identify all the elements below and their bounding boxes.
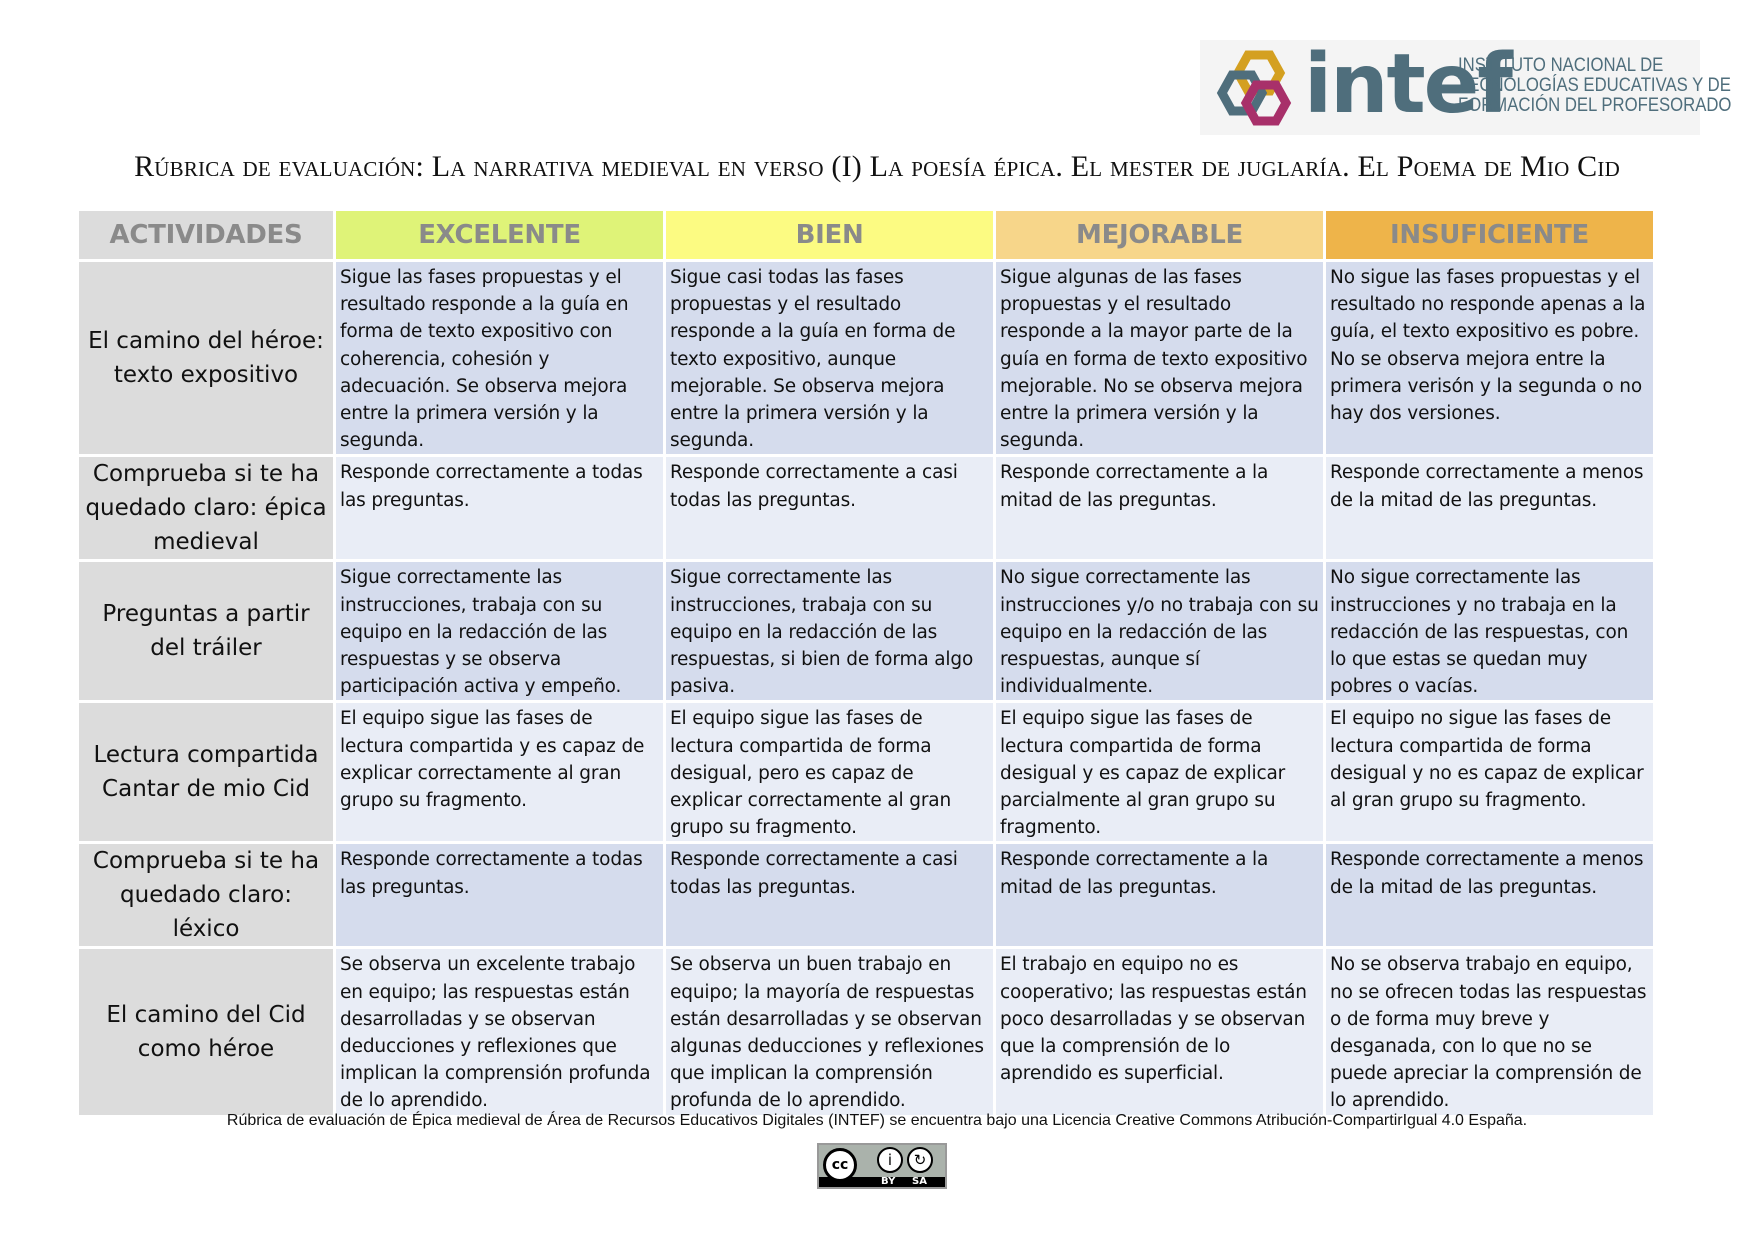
activity-cell: Lectura compartida Cantar de mio Cid: [78, 702, 335, 843]
mejorable-cell: Responde correctamente a la mitad de las preguntas.: [995, 843, 1325, 948]
activity-cell: El camino del Cid como héroe: [78, 948, 335, 1116]
institution-line: INSTITUTO NACIONAL DE: [1458, 55, 1664, 76]
header-mejorable: MEJORABLE: [995, 210, 1325, 261]
table-row: [78, 948, 1655, 1116]
bien-cell: Responde correctamente a casi todas las preguntas.: [665, 843, 995, 948]
insuficiente-cell: Responde correctamente a menos de la mitad de las preguntas.: [1325, 456, 1655, 561]
header-actividades: ACTIVIDADES: [78, 210, 335, 261]
bien-cell: Responde correctamente a casi todas las preguntas.: [665, 456, 995, 561]
sa-share-alike-icon: ↻: [907, 1147, 933, 1173]
mejorable-cell: Responde correctamente a la mitad de las preguntas.: [995, 456, 1325, 561]
bien-cell: El equipo sigue las fases de lectura compartida de forma desigual, pero es capaz de explicar correctamente al gran grupo su fragmento.: [665, 702, 995, 843]
mejorable-cell: Sigue algunas de las fases propuestas y el resultado responde a la mayor parte de la guía en forma de texto expositivo mejorable. No se observa mejora entre la primera versión y la segunda.: [995, 261, 1325, 456]
header-row: [78, 210, 1655, 261]
excelente-cell: Se observa un excelente trabajo en equipo; las respuestas están desarrolladas y se observan deducciones y reflexiones que implican la comprensión profunda de lo aprendido.: [335, 948, 665, 1116]
excelente-cell: El equipo sigue las fases de lectura compartida y es capaz de explicar correctamente al gran grupo su fragmento.: [335, 702, 665, 843]
cc-icon: cc: [823, 1148, 857, 1182]
by-attribution-icon: i: [877, 1147, 903, 1173]
table-row: [78, 843, 1655, 948]
activity-cell: El camino del héroe: texto expositivo: [78, 261, 335, 456]
activity-cell: Comprueba si te ha quedado claro: léxico: [78, 843, 335, 948]
insuficiente-cell: No se observa trabajo en equipo, no se ofrecen todas las respuestas o de forma muy breve y desganada, con lo que no se puede apreciar la comprensión de lo aprendido.: [1325, 948, 1655, 1116]
excelente-cell: Responde correctamente a todas las preguntas.: [335, 843, 665, 948]
table-row: [78, 456, 1655, 561]
intef-institution-name: [1458, 56, 1731, 116]
activity-cell: Comprueba si te ha quedado claro: épica medieval: [78, 456, 335, 561]
mejorable-cell: El equipo sigue las fases de lectura compartida de forma desigual y es capaz de explicar parcialmente al gran grupo su fragmento.: [995, 702, 1325, 843]
bien-cell: Sigue correctamente las instrucciones, trabaja con su equipo en la redacción de las respuestas, si bien de forma algo pasiva.: [665, 561, 995, 702]
intef-emblem-icon: [1210, 45, 1298, 131]
institution-line: FORMACIÓN DEL PROFESORADO: [1458, 95, 1732, 116]
excelente-cell: Responde correctamente a todas las preguntas.: [335, 456, 665, 561]
mejorable-cell: No sigue correctamente las instrucciones y/o no trabaja con su equipo en la redacción de las respuestas, aunque sí individualmente.: [995, 561, 1325, 702]
header-bien: BIEN: [665, 210, 995, 261]
bien-cell: Se observa un buen trabajo en equipo; la mayoría de respuestas están desarrolladas y se observan algunas deducciones y reflexiones que implican la comprensión profunda de lo aprendido.: [665, 948, 995, 1116]
table-row: [78, 561, 1655, 702]
header-excelente: EXCELENTE: [335, 210, 665, 261]
insuficiente-cell: Responde correctamente a menos de la mitad de las preguntas.: [1325, 843, 1655, 948]
institution-line: TECNOLOGÍAS EDUCATIVAS Y DE: [1458, 75, 1731, 96]
by-label: BY: [881, 1176, 896, 1187]
bien-cell: Sigue casi todas las fases propuestas y el resultado responde a la guía en forma de texto expositivo, aunque mejorable. Se observa mejora entre la primera versión y la segunda.: [665, 261, 995, 456]
excelente-cell: Sigue las fases propuestas y el resultado responde a la guía en forma de texto expositivo con coherencia, cohesión y adecuación. Se observa mejora entre la primera versión y la segunda.: [335, 261, 665, 456]
insuficiente-cell: No sigue correctamente las instrucciones y no trabaja en la redacción de las respuestas, con lo que estas se quedan muy pobres o vacías.: [1325, 561, 1655, 702]
rubric-table: [76, 208, 1656, 1118]
sa-label: SA: [912, 1176, 927, 1187]
intef-wordmark: intef: [1304, 37, 1511, 132]
page-title: [0, 150, 1754, 184]
page-title-text: Rúbrica de evaluación: La narrativa medieval en verso (I) La poesía épica. El mester de juglaría. El Poema de Mio Cid: [134, 150, 1620, 183]
insuficiente-cell: No sigue las fases propuestas y el resultado no responde apenas a la guía, el texto expositivo es pobre. No se observa mejora entre la primera verisón y la segunda o no hay dos versiones.: [1325, 261, 1655, 456]
insuficiente-cell: El equipo no sigue las fases de lectura compartida de forma desigual y no es capaz de explicar al gran grupo su fragmento.: [1325, 702, 1655, 843]
table-row: [78, 261, 1655, 456]
table-row: [78, 702, 1655, 843]
activity-cell: Preguntas a partir del tráiler: [78, 561, 335, 702]
header-insuficiente: INSUFICIENTE: [1325, 210, 1655, 261]
mejorable-cell: El trabajo en equipo no es cooperativo; las respuestas están poco desarrolladas y se observan que la comprensión de lo aprendido es superficial.: [995, 948, 1325, 1116]
excelente-cell: Sigue correctamente las instrucciones, trabaja con su equipo en la redacción de las respuestas y se observa participación activa y empeño.: [335, 561, 665, 702]
cc-by-sa-badge[interactable]: [817, 1143, 947, 1189]
license-footer: Rúbrica de evaluación de Épica medieval de Área de Recursos Educativos Digitales (INTEF) se encuentra bajo una Licencia Creative Commons Atribución-CompartirIgual 4.0 España.: [226, 1112, 1528, 1129]
intef-logo: [1200, 37, 1732, 135]
